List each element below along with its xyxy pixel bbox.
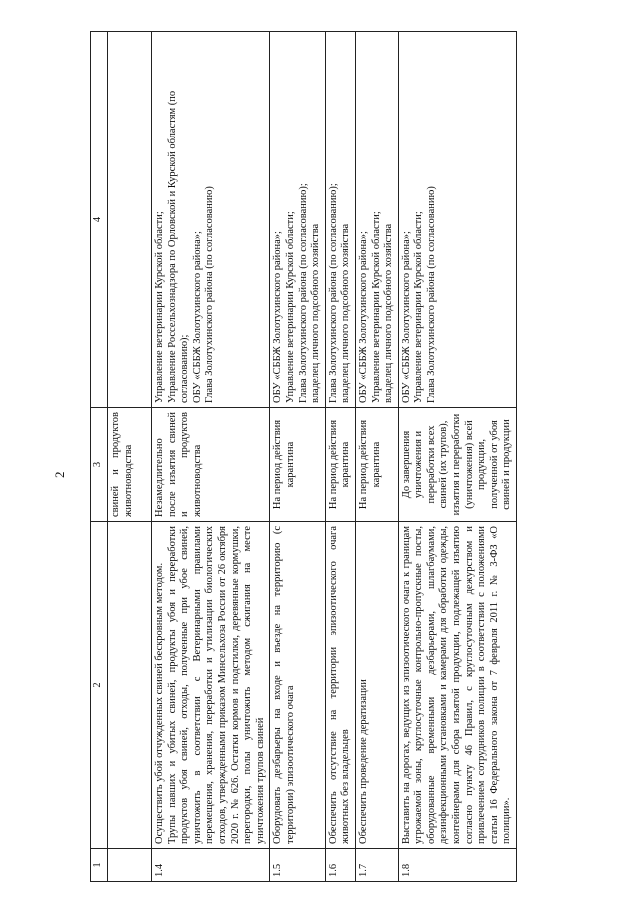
row-number: 1.7	[355, 849, 398, 882]
action-plan-table	[90, 31, 517, 882]
page-number: 2	[52, 471, 67, 478]
header-row	[91, 32, 108, 882]
responsible-cell: Управление ветеринарии Курской области; Управление Россельхознадзора по Орловской и Курской областям (по согласованию); ОБУ «СББЖ Золотухинского района»; Глава Золотухинского района (по согласованию)	[152, 32, 270, 408]
table-row	[108, 32, 152, 882]
responsible-cell	[108, 32, 152, 408]
term-cell: На период действия карантина	[355, 408, 398, 522]
action-cell: Обеспечить проведение дератизации	[355, 522, 398, 849]
table-row	[355, 32, 398, 882]
table-row	[325, 32, 355, 882]
table-row	[398, 32, 516, 882]
row-number: 1.8	[398, 849, 516, 882]
term-cell: Незамедлительно после изъятия свиней и продуктов животноводства	[152, 408, 270, 522]
row-number: 1.5	[270, 849, 325, 882]
action-cell: Оборудовать дезбарьеры на входе и въезде на территорию (с территории) эпизоотического очага	[270, 522, 325, 849]
row-number: 1.4	[152, 849, 270, 882]
row-number	[108, 849, 152, 882]
responsible-cell: ОБУ «СББЖ Золотухинского района»; Управление ветеринарии Курской области; Глава Золотухинского района (по согласованию)	[398, 32, 516, 408]
responsible-cell: ОБУ «СББЖ Золотухинского района»; Управление ветеринарии Курской области; Глава Золотухинского района (по согласованию); владелец личного подсобного хозяйства	[270, 32, 325, 408]
term-cell: На период действия карантина	[325, 408, 355, 522]
responsible-cell: Глава Золотухинского района (по согласованию); владелец личного подсобного хозяйства	[325, 32, 355, 408]
action-cell: Обеспечить отсутствие на территории эпизоотического очага животных без владельцев	[325, 522, 355, 849]
table-row	[152, 32, 270, 882]
header-col3: 3	[91, 408, 108, 522]
term-cell: На период действия карантина	[270, 408, 325, 522]
header-col1: 1	[91, 849, 108, 882]
table-row	[270, 32, 325, 882]
term-cell: До завершения уничтожения и переработки всех свиней (их трупов), изъятия и переработки (уничтожения) всей продукции, полученной от убоя свиней и продукции	[398, 408, 516, 522]
header-col2: 2	[91, 522, 108, 849]
term-cell: свиней и продуктов животноводства	[108, 408, 152, 522]
action-cell: Осуществить убой отчужденных свиней бескровным методом. Трупы павших и убитых свиней, продукты убоя и переработки продуктов убоя свиней, отходы, полученные при убое свиней, уничтожить в соответствии с Ветеринарными правилами перемещения, хранения, переработки и утилизации биологических отходов, утвержденными приказом Минсельхоза России от 26 октября 2020 г. № 626. Остатки кормов и подстилки, деревянные кормушки, перегородки, полы уничтожить методом сжигания на месте уничтожения трупов свиней	[152, 522, 270, 849]
responsible-cell: ОБУ «СББЖ Золотухинского района»; Управление ветеринарии Курской области; владелец личного подсобного хозяйства	[355, 32, 398, 408]
action-cell	[108, 522, 152, 849]
rotated-page	[90, 32, 610, 882]
row-number: 1.6	[325, 849, 355, 882]
header-col4: 4	[91, 32, 108, 408]
action-cell: Выставить на дорогах, ведущих из эпизоотического очага к границам угрожаемой зоны, круглосуточные контрольно-пропускные посты, оборудованные временными дезбарьерами, шлагбаумами, дезинфекционными установками и камерами для обработки одежды, контейнерами для сбора изъятой продукции, подлежащей изъятию согласно пункту 46 Правил, с круглосуточным дежурством и привлечением сотрудников полиции в соответствии с положениями статьи 16 Федерального закона от 7 февраля 2011 г. № 3-ФЗ «О полиции».	[398, 522, 516, 849]
